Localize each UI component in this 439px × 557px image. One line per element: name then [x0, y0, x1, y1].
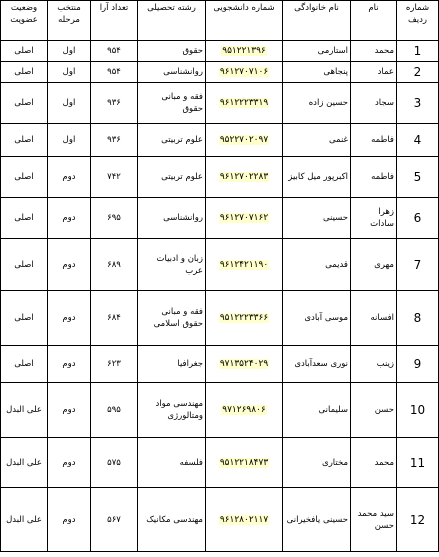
table-row [1, 198, 439, 239]
stage-cell: اول [48, 124, 91, 157]
name-cell: افسانه [351, 291, 397, 346]
name-cell: محمد [351, 438, 397, 488]
student-number-text: ۹۵۲۲۷۰۲۰۹۷ [219, 135, 269, 145]
status-cell: اصلی [1, 157, 48, 198]
table-row [1, 157, 439, 198]
family-cell: حسینی یافخیرانی [283, 488, 351, 552]
family-cell: نوری سعدآبادی [283, 346, 351, 383]
stage-cell: دوم [48, 488, 91, 552]
row-number-cell: 9 [397, 346, 439, 383]
field-cell: روانشناسی [138, 62, 206, 83]
header-field: رشته تحصیلی [138, 1, 206, 41]
table-row [1, 383, 439, 438]
student-number-cell [206, 383, 283, 438]
student-number-cell [206, 438, 283, 488]
family-cell: موسی آبادی [283, 291, 351, 346]
family-cell: قدیمی [283, 239, 351, 291]
student-number-text: ۹۶۱۲۷۰۷۱۶۲ [219, 213, 269, 223]
student-number-cell [206, 124, 283, 157]
stage-cell: دوم [48, 157, 91, 198]
field-cell: مهندسی مکانیک [138, 488, 206, 552]
family-cell: حسینی [283, 198, 351, 239]
stage-cell: دوم [48, 438, 91, 488]
student-number-text: ۹۶۱۲۸۰۲۱۱۷ [219, 514, 269, 525]
votes-cell: ۶۲۳ [91, 346, 138, 383]
header-votes: تعداد آرا [91, 1, 138, 41]
name-cell: محمد [351, 41, 397, 62]
status-cell: اصلی [1, 346, 48, 383]
status-cell: اصلی [1, 239, 48, 291]
row-number-cell: 1 [397, 41, 439, 62]
row-number-cell: 4 [397, 124, 439, 157]
student-number-cell [206, 291, 283, 346]
header-stage: منتخب مرحله [48, 1, 91, 41]
student-number-cell [206, 239, 283, 291]
student-number-text: ۹۵۱۲۲۱۸۴۷۳ [219, 457, 269, 468]
status-cell: علی البدل [1, 438, 48, 488]
row-number-cell: 8 [397, 291, 439, 346]
student-number-cell [206, 198, 283, 239]
row-number-cell: 7 [397, 239, 439, 291]
votes-cell: ۶۹۵ [91, 198, 138, 239]
table-row [1, 438, 439, 488]
table-row [1, 83, 439, 124]
row-number-cell: 6 [397, 198, 439, 239]
family-cell: سلیمانی [283, 383, 351, 438]
name-cell: حسن [351, 383, 397, 438]
field-cell: جغرافیا [138, 346, 206, 383]
stage-cell: دوم [48, 291, 91, 346]
name-cell: سجاد [351, 83, 397, 124]
name-cell: مهری [351, 239, 397, 291]
row-number-cell: 11 [397, 438, 439, 488]
row-number-cell: 3 [397, 83, 439, 124]
votes-cell: ۹۳۶ [91, 124, 138, 157]
student-number-text: ۹۶۱۲۷۰۲۲۸۳ [219, 172, 269, 182]
table-row [1, 346, 439, 383]
field-cell: فلسفه [138, 438, 206, 488]
status-cell: اصلی [1, 198, 48, 239]
status-cell: اصلی [1, 291, 48, 346]
header-family: نام خانوادگی [283, 1, 351, 41]
family-cell: مختاری [283, 438, 351, 488]
stage-cell: اول [48, 83, 91, 124]
row-number-cell: 2 [397, 62, 439, 83]
votes-cell: ۵۶۷ [91, 488, 138, 552]
table-row [1, 239, 439, 291]
name-cell: زینب [351, 346, 397, 383]
status-cell: علی البدل [1, 383, 48, 438]
family-cell: اکبرپور میل کابیز [283, 157, 351, 198]
student-number-cell [206, 41, 283, 62]
student-number-cell [206, 83, 283, 124]
row-number-cell: 12 [397, 488, 439, 552]
name-cell: عماد [351, 62, 397, 83]
stage-cell: دوم [48, 383, 91, 438]
table-row [1, 124, 439, 157]
header-name: نام [351, 1, 397, 41]
student-number-text: ۹۷۱۲۶۹۸۰۶ [222, 405, 266, 415]
family-cell: استارمی [283, 41, 351, 62]
student-number-text: ۹۵۱۲۲۱۳۹۶ [222, 46, 266, 56]
name-cell: زهرا سادات [351, 198, 397, 239]
field-cell: مهندسی مواد ومتالورژی [138, 383, 206, 438]
status-cell: اصلی [1, 83, 48, 124]
votes-cell: ۹۵۴ [91, 41, 138, 62]
votes-cell: ۵۷۵ [91, 438, 138, 488]
votes-cell: ۹۵۴ [91, 62, 138, 83]
status-cell: اصلی [1, 124, 48, 157]
votes-cell: ۶۸۹ [91, 239, 138, 291]
status-cell: اصلی [1, 62, 48, 83]
field-cell: فقه و مبانی حقوق [138, 83, 206, 124]
field-cell: زبان و ادبیات عرب [138, 239, 206, 291]
family-cell: حسین زاده [283, 83, 351, 124]
votes-cell: ۶۸۴ [91, 291, 138, 346]
header-student-number: شماره دانشجویی [206, 1, 283, 41]
row-number-cell: 5 [397, 157, 439, 198]
stage-cell: دوم [48, 239, 91, 291]
field-cell: علوم تربیتی [138, 157, 206, 198]
field-cell: فقه و مبانی حقوق اسلامی [138, 291, 206, 346]
name-cell: فاطمه [351, 157, 397, 198]
family-cell: پنجاهی [283, 62, 351, 83]
name-cell: فاطمه [351, 124, 397, 157]
stage-cell: دوم [48, 346, 91, 383]
field-cell: روانشناسی [138, 198, 206, 239]
table-body [1, 41, 439, 552]
votes-cell: ۵۹۵ [91, 383, 138, 438]
stage-cell: دوم [48, 198, 91, 239]
student-number-cell [206, 157, 283, 198]
student-number-cell [206, 346, 283, 383]
student-number-text: ۹۷۱۳۵۲۴۰۲۹ [219, 359, 269, 369]
header-row-number: شماره ردیف [397, 1, 439, 41]
table-row [1, 41, 439, 62]
votes-cell: ۷۴۲ [91, 157, 138, 198]
student-number-text: ۹۶۱۲۲۲۳۳۱۹ [219, 98, 269, 108]
student-number-text: ۹۶۱۲۴۲۱۱۹۰ [219, 259, 269, 270]
name-cell: سید محمد حسن [351, 488, 397, 552]
table-row [1, 291, 439, 346]
field-cell: حقوق [138, 41, 206, 62]
family-cell: غنمی [283, 124, 351, 157]
field-cell: علوم تربیتی [138, 124, 206, 157]
student-number-text: ۹۶۱۲۷۰۷۱۰۶ [219, 67, 269, 77]
table-row [1, 62, 439, 83]
status-cell: اصلی [1, 41, 48, 62]
status-cell: علی البدل [1, 488, 48, 552]
header-row [1, 1, 439, 41]
table-row [1, 488, 439, 552]
stage-cell: اول [48, 62, 91, 83]
stage-cell: اول [48, 41, 91, 62]
student-number-cell [206, 62, 283, 83]
row-number-cell: 10 [397, 383, 439, 438]
header-status: وضعیت عضویت [1, 1, 48, 41]
student-number-cell [206, 488, 283, 552]
votes-cell: ۹۳۶ [91, 83, 138, 124]
student-number-text: ۹۵۱۲۲۲۳۳۶۶ [219, 313, 269, 323]
